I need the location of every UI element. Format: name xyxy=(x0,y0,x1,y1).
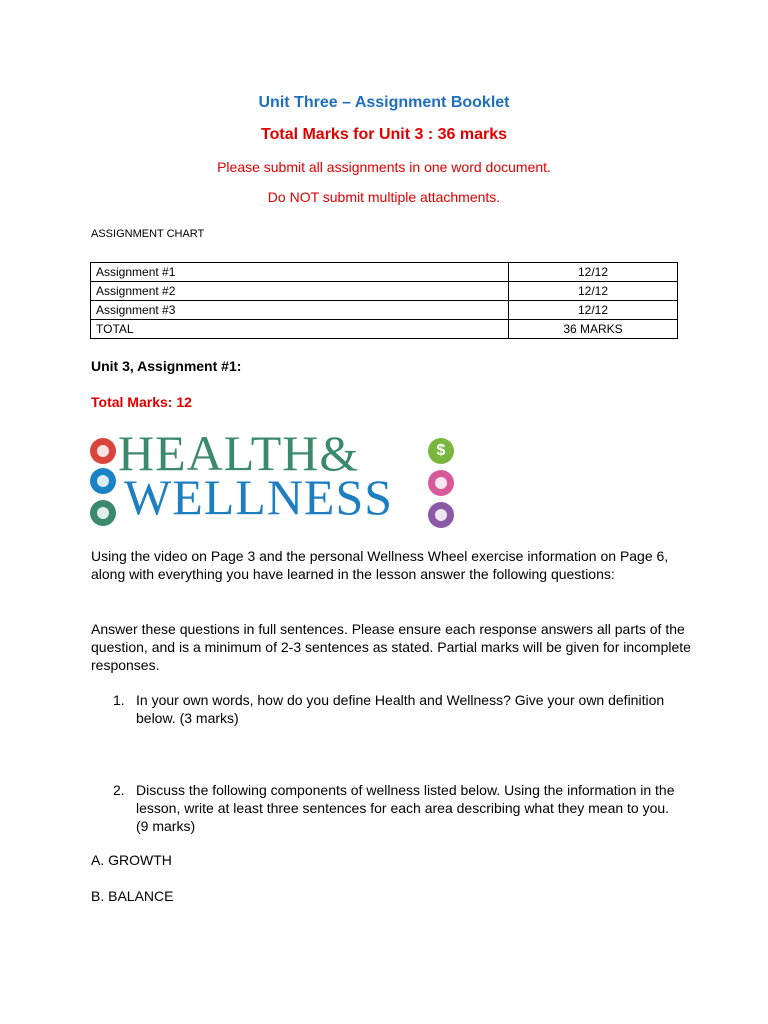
logo-text-wellness: WELLNESS xyxy=(124,469,394,525)
question-list xyxy=(91,691,681,727)
apple-icon xyxy=(90,438,116,464)
bicycle-icon xyxy=(90,468,116,494)
table-row xyxy=(91,263,678,282)
table-row xyxy=(91,301,678,320)
dollar-icon: $ xyxy=(428,438,454,464)
question-number: 1. xyxy=(113,692,125,708)
intro-paragraph: Using the video on Page 3 and the personal Wellness Wheel exercise information on Page 6, along with everything you have learned in the lesson answer the following questions: xyxy=(91,548,669,582)
attachment-warning: Do NOT submit multiple attachments. xyxy=(267,189,501,205)
assignment-score: 12/12 xyxy=(509,263,678,282)
table-row xyxy=(91,282,678,301)
flower-icon xyxy=(428,470,454,496)
question-text: In your own words, how do you define Health and Wellness? Give your own definition below. (3 marks) xyxy=(136,692,665,726)
total-score: 36 MARKS xyxy=(509,320,678,339)
component-balance: B. BALANCE xyxy=(91,888,174,904)
assignment-heading: Unit 3, Assignment #1: xyxy=(91,358,242,374)
instructions-paragraph: Answer these questions in full sentences. Please ensure each response answers all parts of the question, and is a minimum of 2-3 sentences as stated. Partial marks will be given for incomplete responses. xyxy=(91,621,691,673)
assignment-score: 12/12 xyxy=(509,301,678,320)
list-item xyxy=(91,691,681,727)
assignment-name: Assignment #1 xyxy=(91,263,509,282)
list-item xyxy=(91,781,681,835)
question-list xyxy=(91,781,681,835)
assignment-name: Assignment #2 xyxy=(91,282,509,301)
house-icon xyxy=(428,502,454,528)
page-title: Unit Three – Assignment Booklet xyxy=(258,94,510,111)
component-growth: A. GROWTH xyxy=(91,852,172,868)
submission-note: Please submit all assignments in one word document. xyxy=(217,159,551,175)
assignment-total-marks: Total Marks: 12 xyxy=(91,394,192,410)
question-number: 2. xyxy=(113,782,125,798)
question-text: Discuss the following components of wellness listed below. Using the information in the lesson, write at least three sentences for each area describing what they mean to you. (9 marks) xyxy=(136,782,675,834)
medical-icon xyxy=(90,500,116,526)
health-wellness-logo xyxy=(88,425,458,532)
assignment-score: 12/12 xyxy=(509,282,678,301)
table-row xyxy=(91,320,678,339)
assignment-chart-label: ASSIGNMENT CHART xyxy=(91,228,205,240)
total-name: TOTAL xyxy=(91,320,509,339)
logo-text-health: HEALTH& xyxy=(118,425,360,481)
assignment-name: Assignment #3 xyxy=(91,301,509,320)
total-marks-heading: Total Marks for Unit 3 : 36 marks xyxy=(261,126,507,143)
assignment-chart-table xyxy=(90,262,678,339)
